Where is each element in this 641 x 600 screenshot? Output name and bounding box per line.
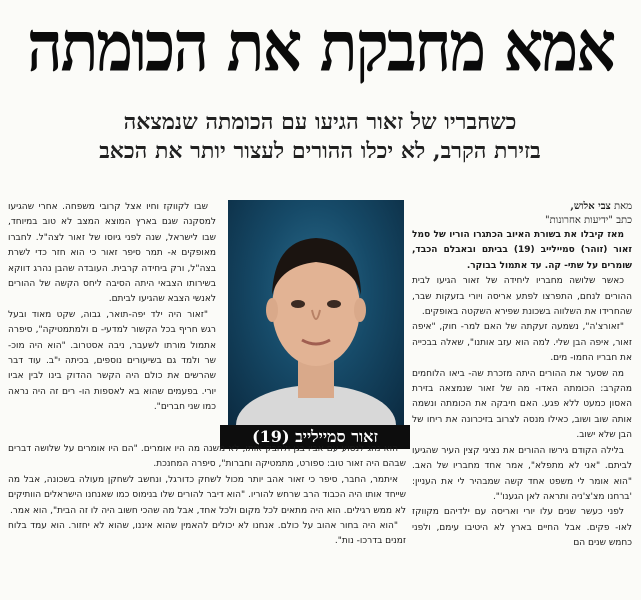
paragraph: "זאור היה ילד יפה-תואר, גבוה, שקט מאוד ובעל רגש חריף בכל הקשור למדעי- ם ולמתמטיקה", סיפרה אתמול מורתו לשעבר, ניבה אסטרוב. "הוא היה מוכ- שר ולמד גם בשיעורים נוספים, בכיתה י"ב. עוד דבר שהרשים את כולם היה הקשר ההדוק בינו לבין אביו יורי. בפעמים שהוא בא לאספות הו- רים זה היה נראה כמו שני חברים". (8, 309, 216, 413)
paragraph: איתמר, החבר, סיפר כי זאור אהב יותר מכול לשחק כדורגל, ונחשב לשחקן מעולה בשכונה, אבל מה שייחד אותו היה הכבוד הרב שרחש להוריו. "הוא דיבר להורים שלו בנימוס כמו שאנחנו הישראלים הוותיקים לא ממש רגילים. הוא היה מתאים לכל מקום ולכל אחד, אבל מה שהכי חשוב היה לו זה הבית", הוא אמר. (8, 474, 406, 516)
article-column-bottom (8, 442, 406, 595)
paragraph: כאשר שלושה מחבריו ליחידה של זאור הגיעו לבית ההורים לנחם, התפרצו לפתע אריסה ויורי בזעקות שבר, שהחרידו את השלווה בשכונת שפירא השקטה באופקים. (412, 276, 632, 318)
byline-author: צבי אלוש, (570, 201, 611, 212)
article-column-right (412, 200, 632, 595)
byline-outlet: כתב "ידיעות אחרונות" (544, 215, 632, 226)
subheadline (40, 108, 600, 166)
article-column-left (8, 200, 216, 440)
paragraph: מה שסער את ההורים היתה מזכרת שה- ביאו הלוחמים מהקרב: הכומתה האדו- מה של זאור שנמצאה בזירת האסון כמעט ללא פגע. האם חיבקה את הכומתה ונשמה אותה שוב ושוב, כאילו מנסה לצרוב בזיכרונה את ריחו של הבן שלא ישוב. (412, 368, 632, 441)
paragraph: "זאורצ'ה", נשמעה זעקתה של האם למר- חוק, "איפה זאור, איפה הבן שלי. למה הוא עזב אותנו", שאלה בבכייה את חבריו החמו- מים. (412, 322, 632, 364)
byline (412, 200, 632, 214)
headline: אמא מחבקת את הכומתה (26, 5, 615, 88)
paragraph: הוא נהג לנסוע עם אביו בגן ולחבק אותו, לא משנה מה היו אומרים. "הם היו אומרים על שלושה דברים שבהם היה זאור טוב: ספורט, מתמטיקה וחברות", סיפרה המחנכת. (8, 444, 406, 470)
paragraph: בלילה הקודם גירשו ההורים את נציגי קצין העיר שהגיעו לביתם. "אני לא מתפלא", אמר אחד מחבריו של האב. "הוא אומר לי משפט אחד קשה שמבהיר לי את העניין: 'ברחנו מצ'צ'ניה ותראה לאן הגענו'". (412, 445, 632, 502)
subheadline-line-2: בזירת הקרב, לא יכלו ההורים לעצור יותר את הכאב (99, 138, 541, 164)
portrait-photo (228, 200, 404, 425)
paragraph: "הוא היה בחור אהוב על כולם. אנחנו לא יכולים להאמין שהוא איננו, שהוא לא יחזור. הוא עמד בלוח זמנים בדרכו- נות". (8, 521, 406, 547)
paragraph: שבו לקווקז וחיו אצל קרובי משפחה. אחרי שהגיעו למסקנה שגם בארץ המוצא המצב לא טוב במיוחד, שבו לישראל, שנה לפני גיוסו של זאור לצה"ל. לחברו מאופקים א- תמר סיפר זאור כי הוא חזר כדי לשרת בצה"ל, ורק ביחידה קרבית. העובדה שהבן נהרג דווקא בשירותו הצבאי היתה הסיבה ליחס הקשה של ההורים לאנשי הצבא שהגיעו לביתם. (8, 202, 216, 305)
paragraph: לפני כעשר שנים עלו יורי ואריסה עם ילדיהם מקווקז לאו- פקים. אבל החיים בארץ לא היטיבו עימם, ולפני כחמש שנים הם (412, 507, 632, 549)
article-lede: מאז קיבלו את בשורת האיוב הכתגרו הוריו של סמל זאור (זוהר) סמיילייב (19) בביתם ובאבלם הכבד, שומרים על שתי- קה. עד אתמול בבוקר. (412, 230, 632, 271)
subheadline-line-1: כשחבריו של זאור הגיעו עם הכומתה שנמצאה (123, 109, 517, 135)
photo-caption: זאור סמיילייב (19) (220, 425, 410, 449)
portrait-illustration (228, 200, 404, 425)
byline-prefix: מאת (613, 201, 632, 212)
